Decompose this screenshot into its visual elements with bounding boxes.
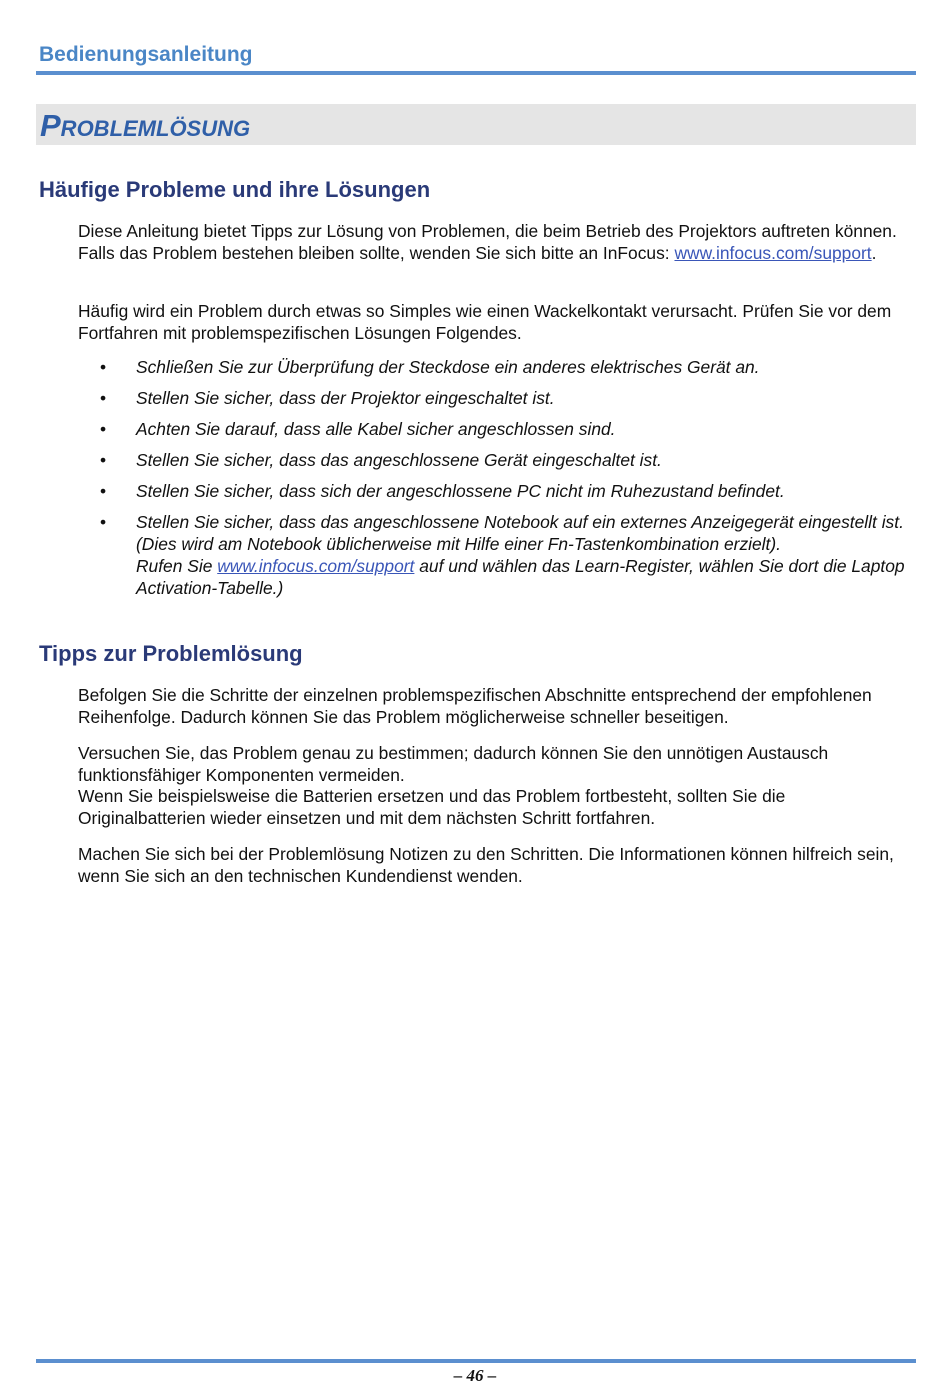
tips-paragraph-1: Befolgen Sie die Schritte der einzelnen problemspezifischen Abschnitte entsprechend der empfohlenen Reihenfolge. Dadurch können Sie das Problem möglicherweise schneller beseitigen. <box>78 685 872 727</box>
intro-end: . <box>871 242 877 263</box>
list-item: • Stellen Sie sicher, dass das angeschlossene Notebook auf ein externes Anzeigegerät eingestellt ist. (Dies wird am Notebook üblicherweise mit Hilfe einer Fn-Tastenkombination erzielt). Rufen Sie www.infocus.com/support auf und wählen das Learn-Register, wählen Sie dort die Laptop Activation-Tabelle.) <box>100 512 905 598</box>
heading-common-problems: Häufige Probleme und ihre Lösungen <box>39 177 431 202</box>
list-item: • Stellen Sie sicher, dass der Projektor eingeschaltet ist. <box>100 388 555 408</box>
bullet-icon: • <box>100 512 107 532</box>
support-link-2[interactable]: www.infocus.com/support <box>217 556 415 576</box>
list-item: • Achten Sie darauf, dass alle Kabel sicher angeschlossen sind. <box>100 419 616 439</box>
list-item: • Stellen Sie sicher, dass sich der angeschlossene PC nicht im Ruhezustand befindet. <box>100 481 785 501</box>
header-divider <box>36 71 916 75</box>
bullet-icon: • <box>100 450 107 470</box>
heading-tips: Tipps zur Problemlösung <box>39 641 303 666</box>
list-item: • Stellen Sie sicher, dass das angeschlossene Gerät eingeschaltet ist. <box>100 450 662 470</box>
bullet-icon: • <box>100 388 107 408</box>
intro-paragraph <box>78 221 916 264</box>
bullet-icon: • <box>100 419 107 439</box>
list-item: • Schließen Sie zur Überprüfung der Steckdose ein anderes elektrisches Gerät an. <box>100 357 760 377</box>
tips-paragraph-2: Versuchen Sie, das Problem genau zu bestimmen; dadurch können Sie den unnötigen Austausch funktionsfähiger Komponenten vermeiden. Wenn Sie beispielsweise die Batterien ersetzen und das Problem fortbesteht, sollten Sie die Originalbatterien wieder einsetzen und mit dem nächsten Schritt fortfahren. <box>78 743 829 828</box>
support-link[interactable]: www.infocus.com/support <box>674 242 872 263</box>
running-header: Bedienungsanleitung <box>39 43 253 66</box>
tips-paragraph-3: Machen Sie sich bei der Problemlösung Notizen zu den Schritten. Die Informationen können hilfreich sein, wenn Sie sich an den technischen Kundendienst wenden. <box>78 844 894 886</box>
checklist <box>98 356 916 608</box>
bullet-icon: • <box>100 481 107 501</box>
footer-divider <box>36 1359 916 1363</box>
section-title-band <box>36 104 916 145</box>
page-number: – 46 – <box>453 1366 497 1385</box>
intro-text: Diese Anleitung bietet Tipps zur Lösung von Problemen, die beim Betrieb des Projektors auftreten können. Falls das Problem bestehen bleiben sollte, wenden Sie sich bitte an InFocus: <box>78 221 897 263</box>
check-paragraph: Häufig wird ein Problem durch etwas so Simples wie einen Wackelkontakt verursacht. Prüfen Sie vor dem Fortfahren mit problemspezifischen Lösungen Folgendes. <box>78 301 892 343</box>
section-title: Problemlösung <box>40 108 251 143</box>
bullet-icon: • <box>100 357 107 377</box>
